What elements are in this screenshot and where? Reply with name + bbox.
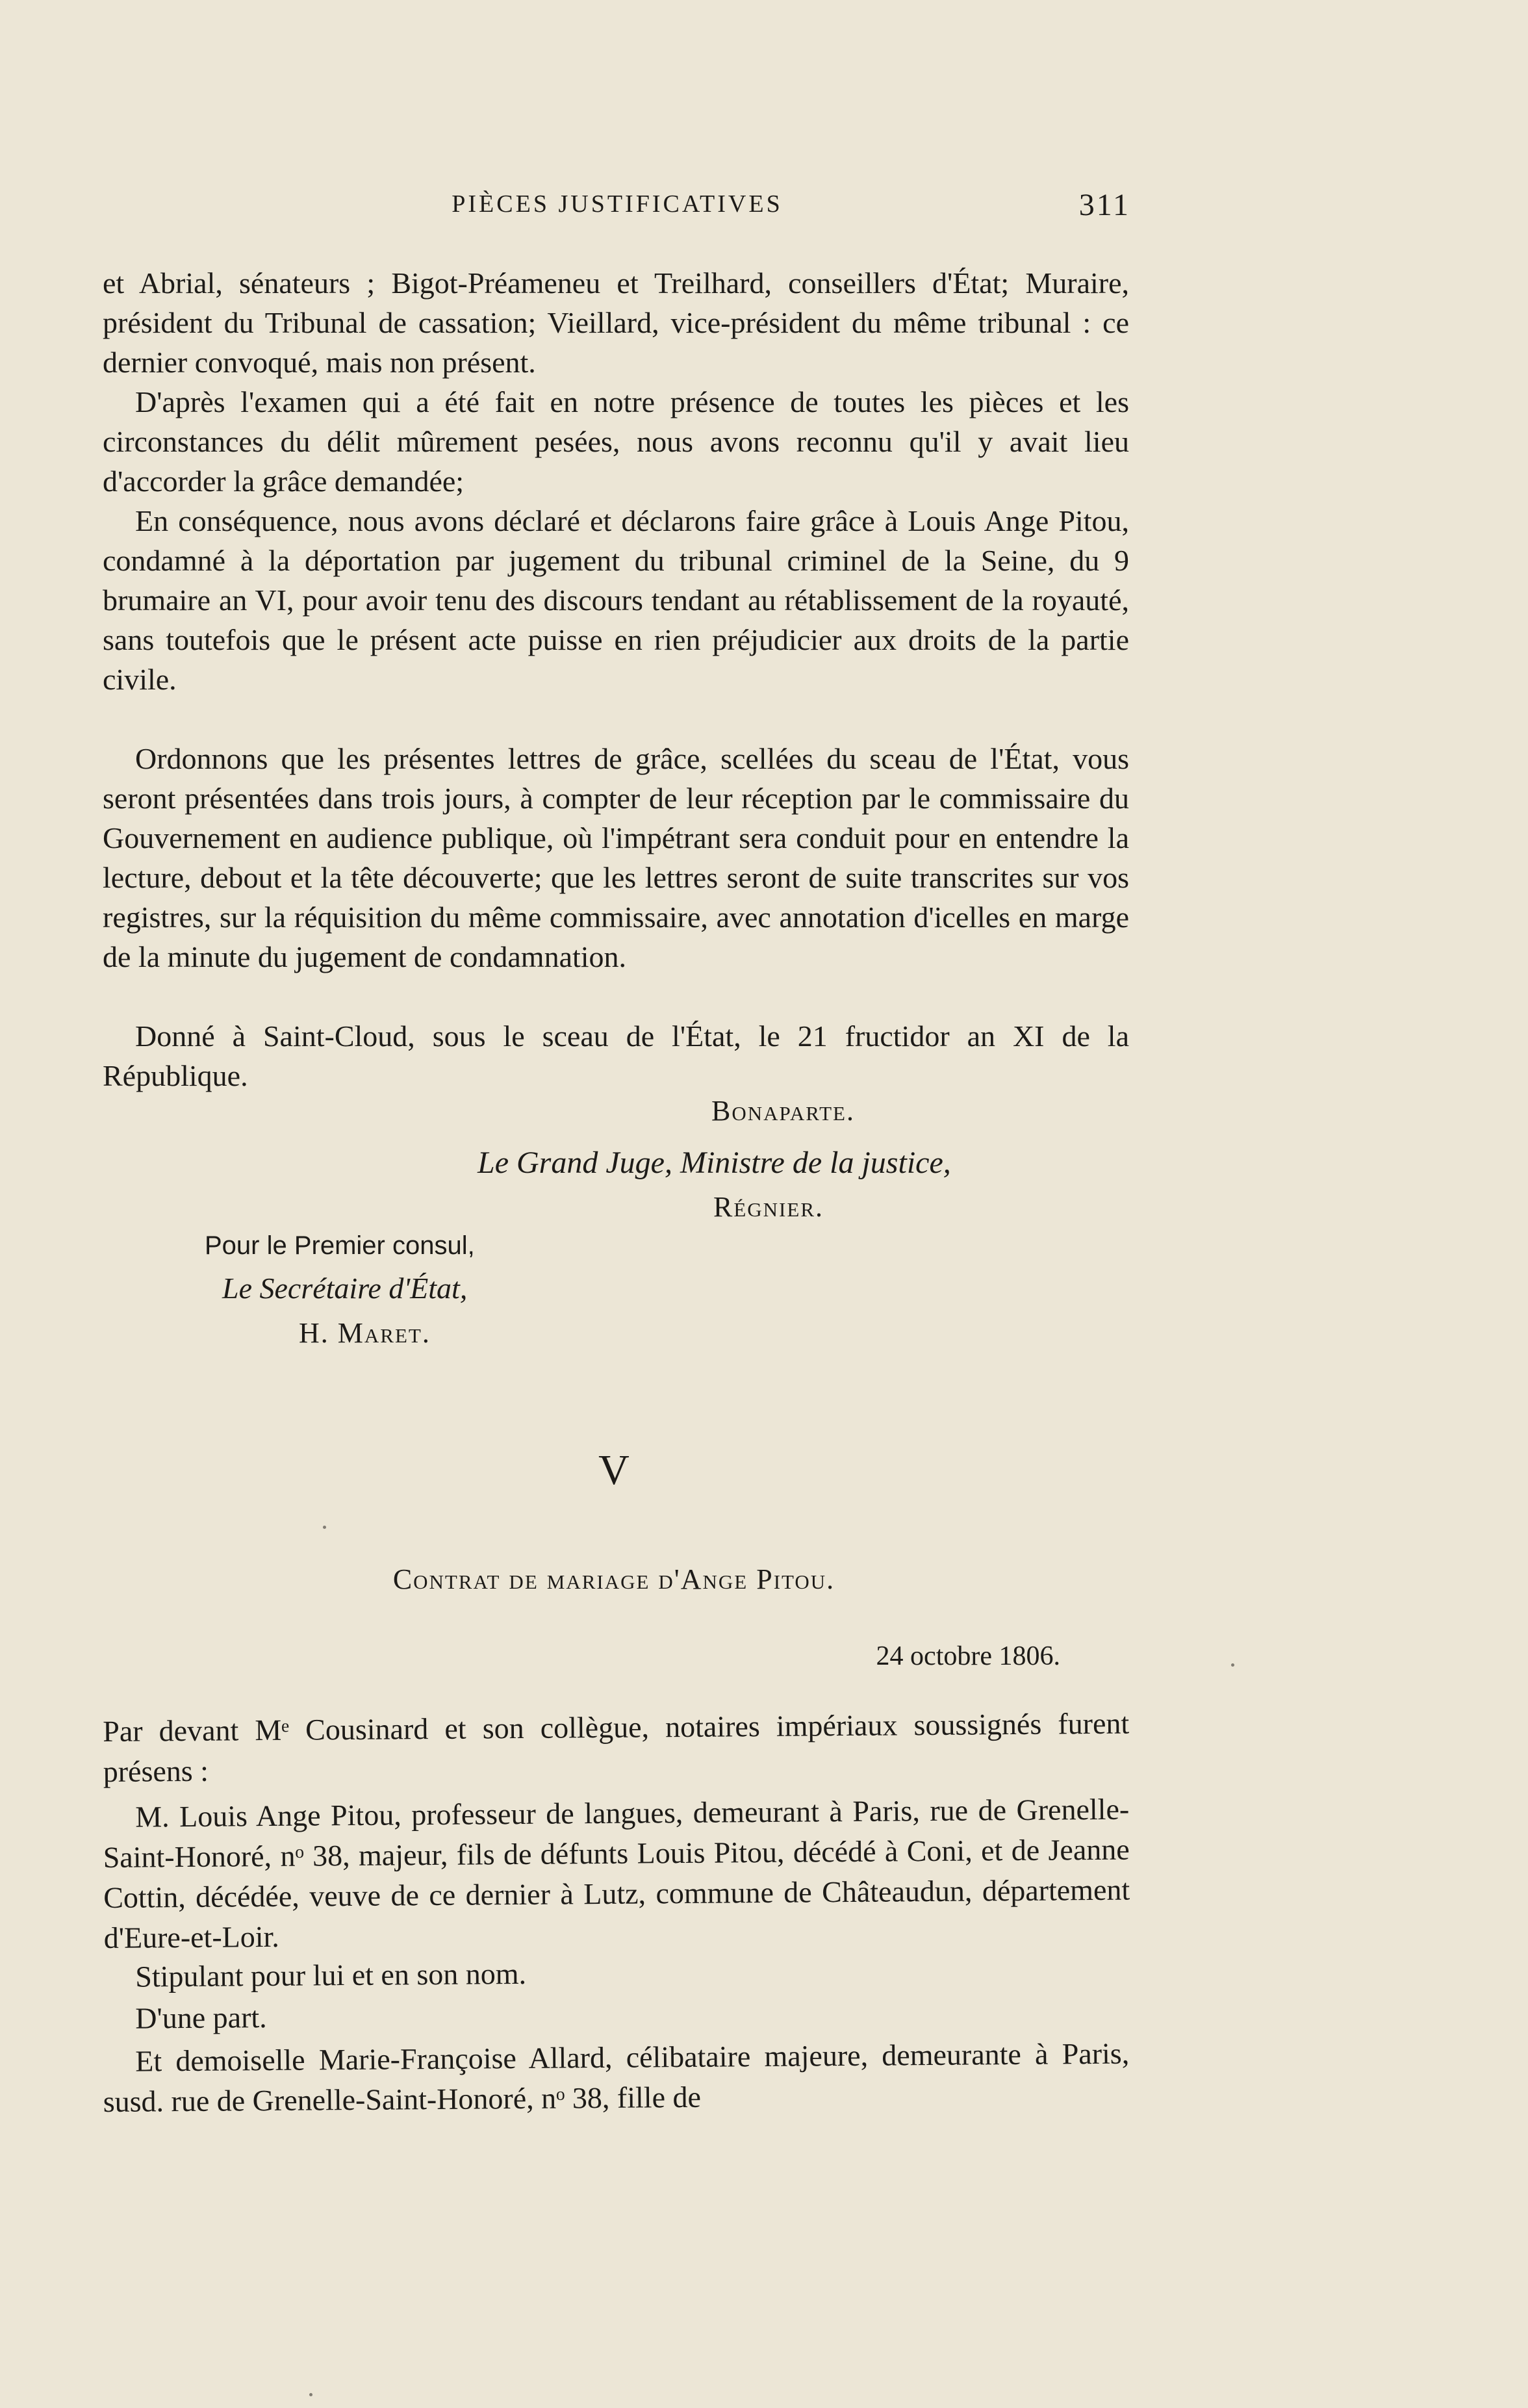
signature-regnier: Régnier. xyxy=(713,1191,824,1223)
running-head: PIÈCES JUSTIFICATIVES xyxy=(452,190,783,218)
contract-preamble: Par devant Mᵉ Cousinard et son collègue, notaires impériaux soussignés furent présens : xyxy=(103,1706,1130,1788)
grand-juge-title: Le Grand Juge, Ministre de la justice, xyxy=(478,1146,951,1180)
specks xyxy=(309,2393,312,2396)
paragraph-examen: D'après l'examen qui a été fait en notre présence de toutes les pièces et les circonstances du délit mûrement pesées, nous avons reconnu qu'il y avait lieu d'accorder la grâce demandée; xyxy=(103,385,1129,498)
contract-marie-francoise-allard: Et demoiselle Marie-Françoise Allard, célibataire majeure, demeurante à Paris, susd. rue de Grenelle-Saint-Honoré, nᵒ 38, fille de xyxy=(103,2036,1130,2118)
section-title: Contrat de mariage d'Ange Pitou. xyxy=(392,1563,835,1595)
section-numeral: V xyxy=(598,1446,630,1494)
page-header xyxy=(104,187,1130,226)
secretaire-title: Le Secrétaire d'État, xyxy=(222,1272,468,1305)
signature-bonaparte: Bonaparte. xyxy=(711,1095,855,1127)
contract-date: 24 octobre 1806. xyxy=(876,1641,1060,1671)
paragraph-consequence: En conséquence, nous avons déclaré et déclarons faire grâce à Louis Ange Pitou, condamné à la déportation par jugement du tribunal criminel de la Seine, du 9 brumaire an VI, pour avoir tenu des discours tendant au rétablissement de la royauté, sans toutefois que le présent acte puisse en rien préjudicier aux droits de la partie civile. xyxy=(103,504,1129,696)
contract-stipulant: Stipulant pour lui et en son nom. xyxy=(135,1956,527,1993)
paragraph-abrial: et Abrial, sénateurs ; Bigot-Préameneu et Treilhard, conseillers d'État; Muraire, président du Tribunal de cassation; Vieillard, vice-président du même tribunal : ce dernier convoqué, mais non présent. xyxy=(103,266,1129,379)
contract-louis-ange-pitou: M. Louis Ange Pitou, professeur de langues, demeurant à Paris, rue de Grenelle-Saint-Honoré, nᵒ 38, majeur, fils de défunts Louis Pitou, décédé à Coni, et de Jeanne Cottin, décédée, veuve de ce dernier à Lutz, commune de Châteaudun, département d'Eure-et-Loir. xyxy=(103,1792,1130,1954)
signature-maret: H. Maret. xyxy=(299,1317,431,1349)
page-number: 311 xyxy=(1078,188,1130,222)
contract-d-une-part: D'une part. xyxy=(135,2001,267,2035)
specks xyxy=(323,1526,326,1529)
pour-premier-consul: Pour le Premier consul, xyxy=(205,1231,475,1260)
paragraph-donne: Donné à Saint-Cloud, sous le sceau de l'État, le 21 fructidor an XI de la République. xyxy=(103,1019,1129,1092)
paragraph-ordonnons: Ordonnons que les présentes lettres de grâce, scellées du sceau de l'État, vous seront présentées dans trois jours, à compter de leur réception par le commissaire du Gouvernement en audience publique, où l'impétrant sera conduit pour en entendre la lecture, debout et la tête découverte; que les lettres seront de suite transcrites sur vos registres, sur la réquisition du même commissaire, avec annotation d'icelles en marge de la minute du jugement de condamnation. xyxy=(103,742,1129,973)
specks xyxy=(1231,1663,1234,1667)
